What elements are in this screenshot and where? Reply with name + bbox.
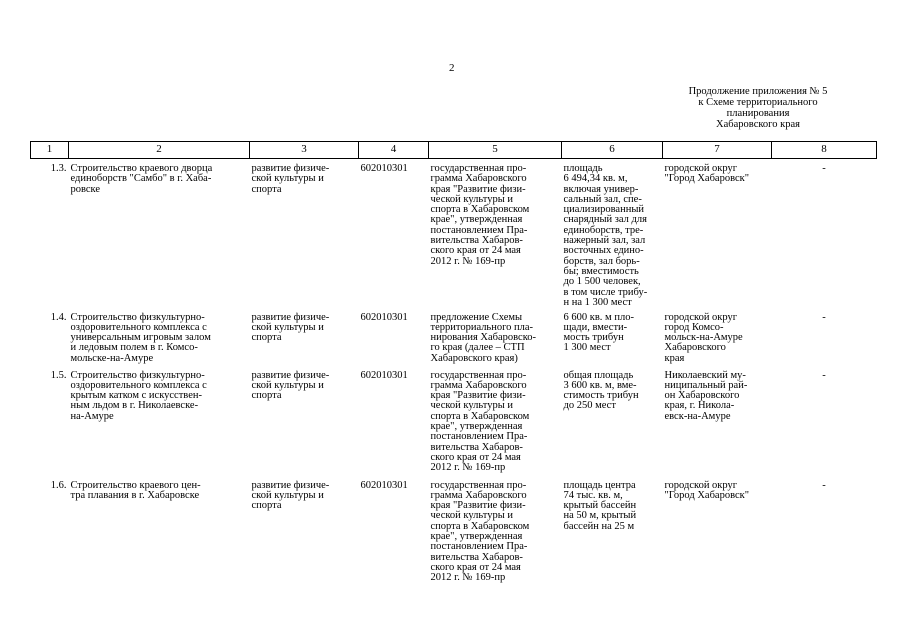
object-name: Строительство физкультурно- оздоровительного комплекса с крытым катком с искусствен- ным льдом в г. Николаевске- на-Амуре: [70, 369, 207, 422]
table-row: [31, 481, 877, 591]
column-header: 5: [429, 142, 562, 159]
object-name: Строительство краевого цен- тра плавания в г. Хабаровске: [70, 479, 201, 501]
row-number: 1.3.: [50, 163, 67, 174]
object-name: Строительство краевого дворца единоборств "Самбо" в г. Хаба- ровске: [70, 163, 213, 195]
column-header: 3: [250, 142, 359, 159]
appendix-line: Продолжение приложения № 5: [688, 86, 828, 97]
table-row: [31, 313, 877, 371]
object-location: городской округ город Комсо- мольск-на-Амуре Хабаровского края: [664, 311, 743, 364]
object-zone: -: [822, 479, 826, 491]
object-zone: -: [822, 163, 826, 174]
object-code: 602010301: [360, 369, 408, 381]
object-code: 602010301: [360, 479, 408, 491]
row-number: 1.6.: [50, 479, 67, 491]
object-basis: предложение Схемы территориального пла- нирования Хабаровско- го края (далее – СТП Хабаровского края): [430, 311, 537, 364]
object-location: городской округ "Город Хабаровск": [664, 163, 750, 185]
column-header: 4: [359, 142, 429, 159]
object-code: 602010301: [360, 163, 408, 174]
object-purpose: развитие физиче- ской культуры и спорта: [251, 163, 330, 195]
object-parameters: площадь 6 494,34 кв. м, включая универ- сальный зал, спе- циализированный снарядный зал для единоборств, тре- нажерный зал, зал восточных едино- борств, зал борь- бы; вместимость до 1 500 человек, в том числе трибу- н на 1 300 мест: [563, 163, 648, 308]
object-parameters: общая площадь 3 600 кв. м, вме- стимость трибун до 250 мест: [563, 369, 639, 412]
appendix-header: [658, 86, 858, 130]
appendix-line: Хабаровского края: [716, 119, 800, 130]
column-header: 6: [562, 142, 663, 159]
row-number: 1.5.: [50, 369, 67, 381]
object-location: Николаевский му- ниципальный рай- он Хабаровского края, г. Никола- евск-на-Амуре: [664, 369, 748, 422]
column-header: 2: [69, 142, 250, 159]
object-zone: -: [822, 311, 826, 323]
header-row: [31, 142, 877, 159]
object-basis: государственная про- грамма Хабаровского края "Развитие физи- ческой культуры и спорта в Хабаровском крае", утвержденная постановлением Пра- вительства Хабаров- ского края от 24 мая 2012 г. № 169-пр: [430, 369, 530, 474]
page-number: 2: [449, 62, 455, 74]
column-header: 7: [663, 142, 772, 159]
table-row: [31, 159, 877, 313]
object-parameters: площадь центра 74 тыс. кв. м, крытый бассейн на 50 м, крытый бассейн на 25 м: [563, 479, 637, 532]
object-code: 602010301: [360, 311, 408, 323]
table-row: [31, 371, 877, 481]
object-purpose: развитие физиче- ской культуры и спорта: [251, 369, 330, 402]
objects-table: [30, 141, 877, 591]
object-purpose: развитие физиче- ской культуры и спорта: [251, 311, 330, 344]
object-parameters: 6 600 кв. м пло- щади, вмести- мость трибун 1 300 мест: [563, 311, 634, 354]
object-basis: государственная про- грамма Хабаровского края "Развитие физи- ческой культуры и спорта в Хабаровском крае", утвержденная постановлением Пра- вительства Хабаров- ского края от 24 мая 2012 г. № 169-пр: [430, 163, 530, 267]
column-header: 1: [31, 142, 69, 159]
object-purpose: развитие физиче- ской культуры и спорта: [251, 479, 330, 512]
object-zone: -: [822, 369, 826, 381]
object-name: Строительство физкультурно- оздоровительного комплекса с универсальным игровым залом и ледовым полем в г. Комсо- мольске-на-Амуре: [70, 311, 211, 364]
column-header: 8: [772, 142, 877, 159]
object-basis: государственная про- грамма Хабаровского края "Развитие физи- ческой культуры и спорта в Хабаровском крае", утвержденная постановлением Пра- вительства Хабаров- ского края от 24 мая 2012 г. № 169-пр: [430, 479, 530, 584]
object-location: городской округ "Город Хабаровск": [664, 479, 750, 501]
row-number: 1.4.: [50, 311, 67, 323]
appendix-line: планирования: [726, 108, 790, 119]
appendix-line: к Схеме территориального: [698, 97, 818, 108]
